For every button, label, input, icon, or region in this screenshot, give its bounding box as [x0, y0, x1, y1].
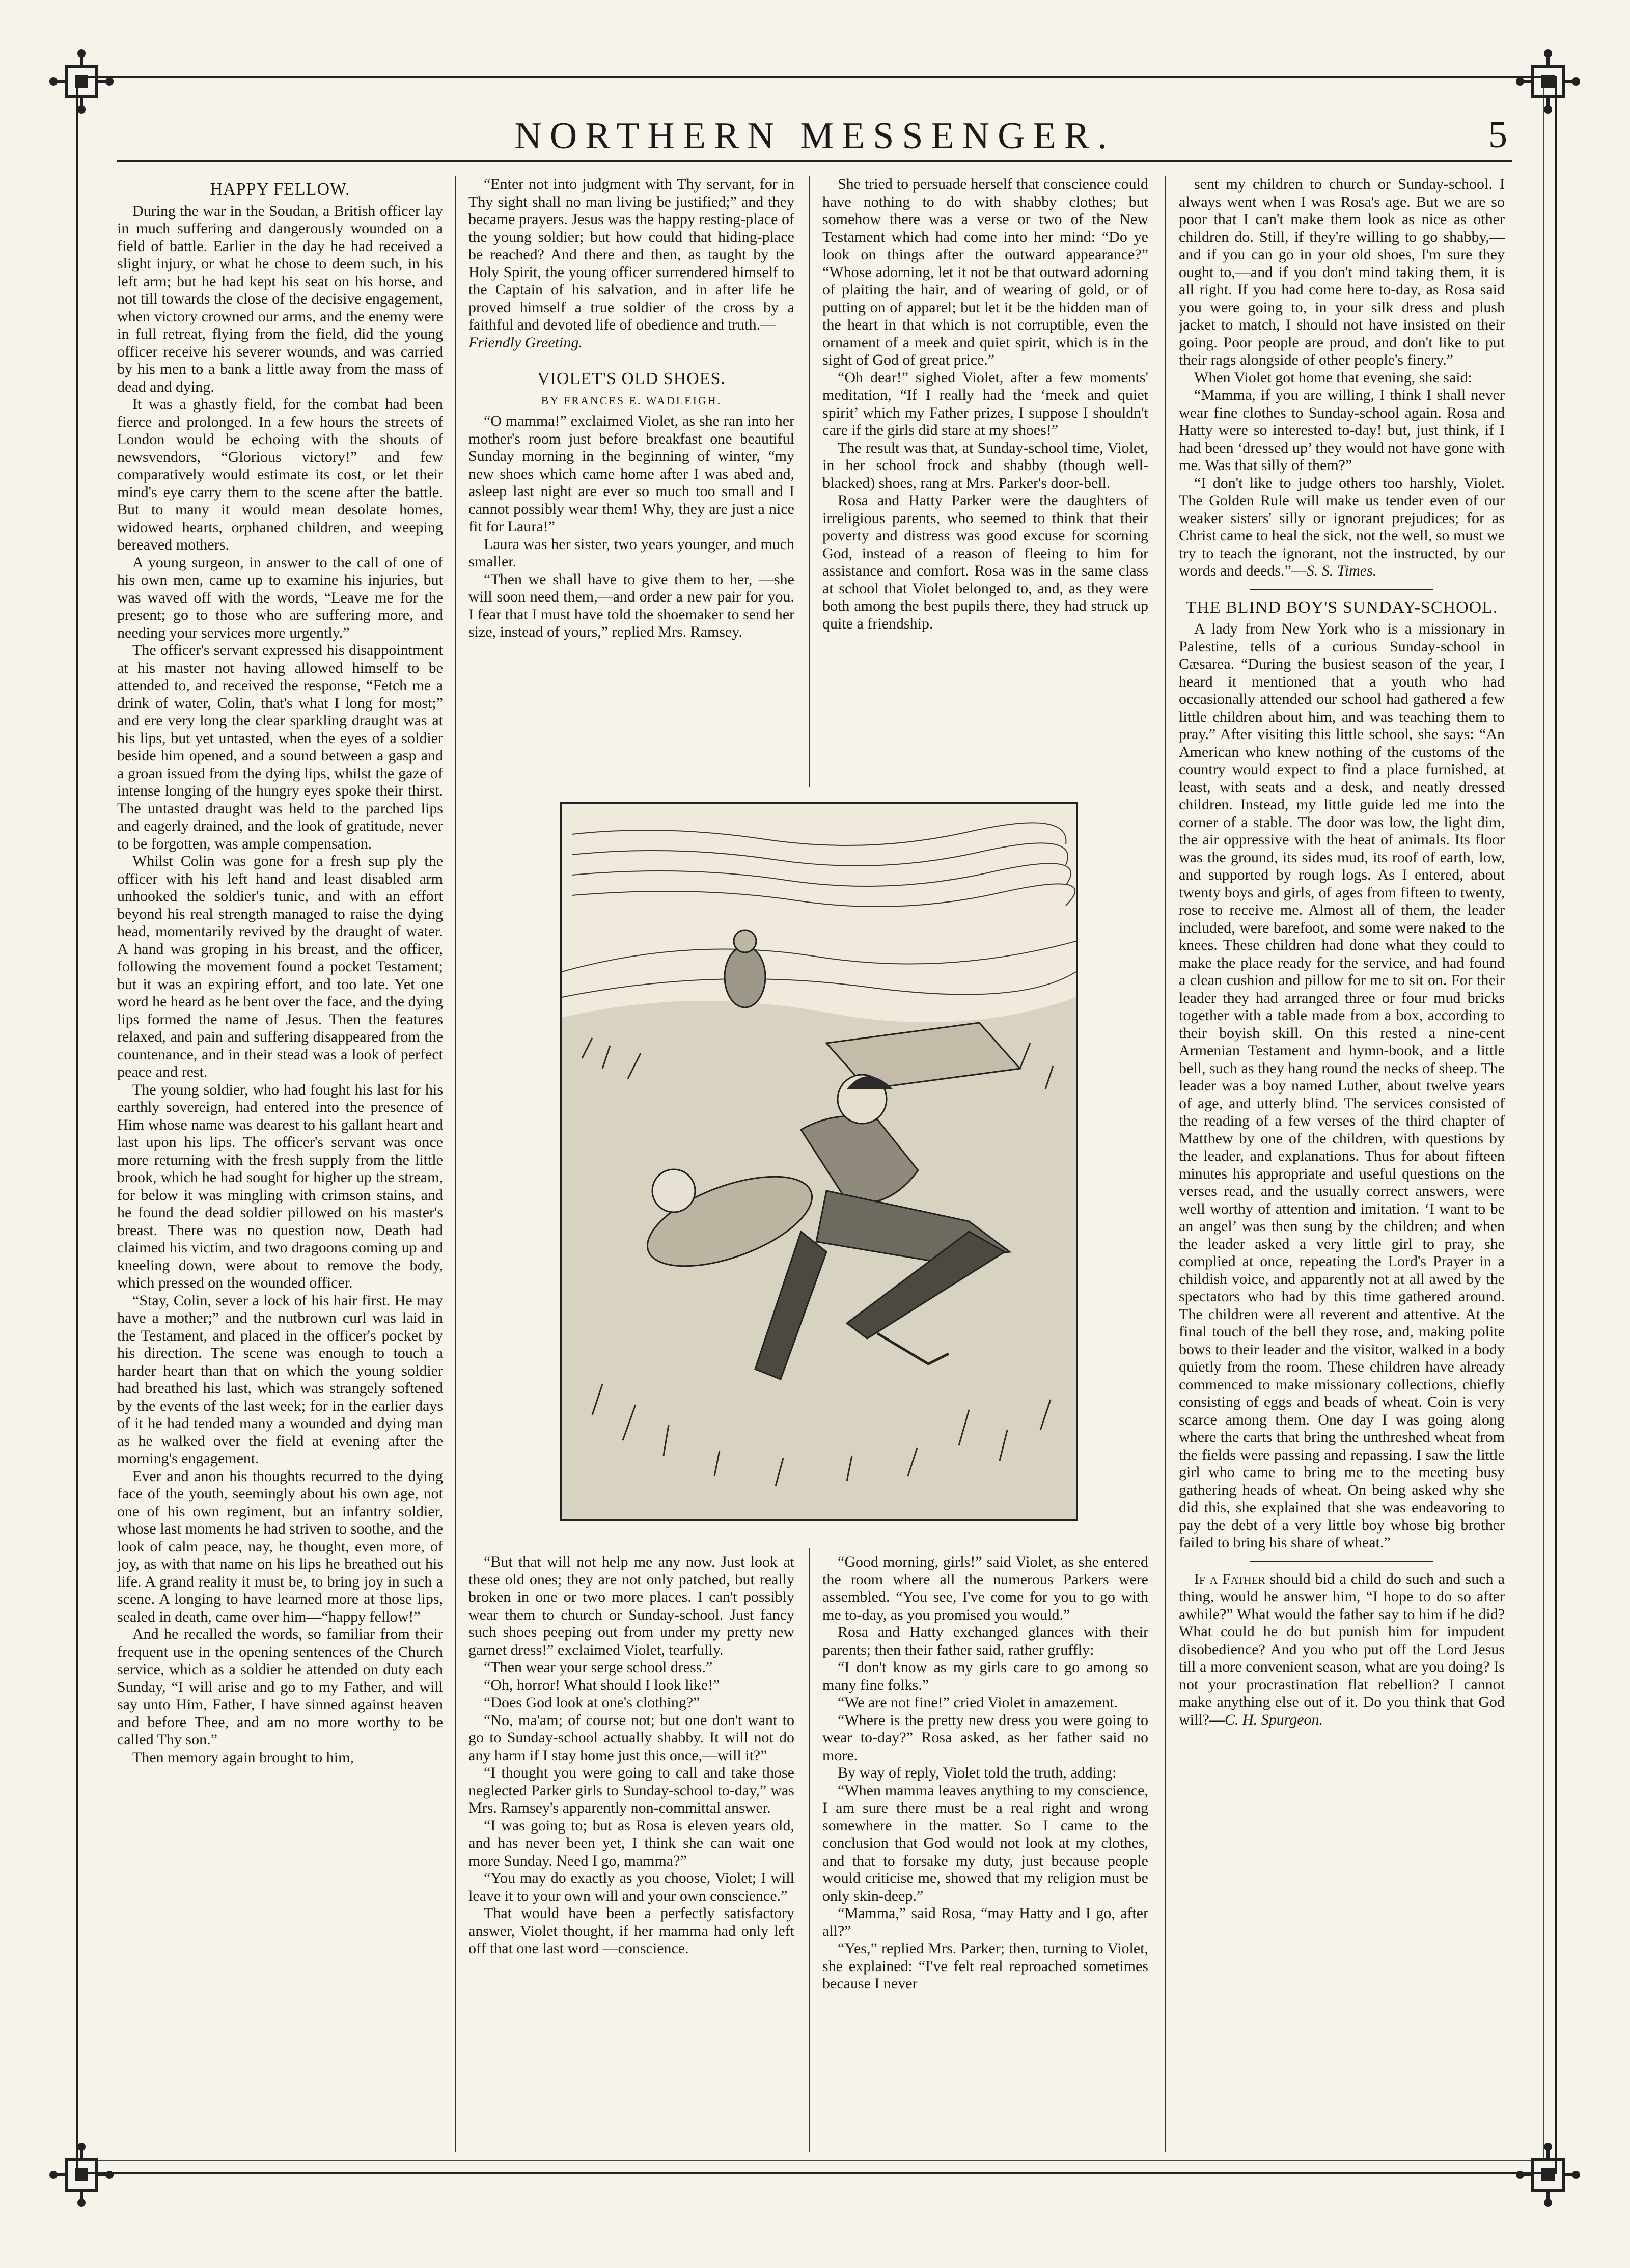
paragraph: “Stay, Colin, sever a lock of his hair first. He may have a mother;” and the nutbrown curl was laid in the Testament, and placed in the officer's pocket by his direction. The scene was enough to touch a harder heart than that on which the young soldier had breathed his last, which was strangely softened by the events of the last week; for in the earlier days of it he had tended many a wounded and dying man as he walked over the field at evening after the morning's engagement. [117, 1292, 443, 1467]
paragraph: By way of reply, Violet told the truth, adding: [838, 1764, 1117, 1781]
article-source: C. H. Spurgeon. [1225, 1711, 1323, 1728]
paragraph: The young soldier, who had fought his last for his earthly sovereign, had entered into the presence of Him whose name was dearest to his gallant heart and last upon his lips. The officer's servant was once more returning with the fresh supply from the little brook, which he had sought for higher up the stream, for below it was mingling with crimson stains, and he found the dead soldier pillowed on his master's breast. There was no question now, Death had claimed his victim, and two dragoons coming up and kneeling down, were about to remove the body, which pressed on the wounded officer. [117, 1081, 443, 1291]
paragraph: “No, ma'am; of course not; but one don't want to go to Sunday-school actually shabby. It will not do any harm if I stay home just this once,—will it?” [468, 1711, 794, 1764]
article-heading: THE BLIND BOY'S SUNDAY-SCHOOL. [1185, 597, 1498, 617]
paragraph: “Then wear your serge school dress.” [484, 1659, 713, 1676]
paragraph: That would have been a perfectly satisfactory answer, Violet thought, if her mamma had only left off that one last word —conscience. [468, 1905, 794, 1957]
publication-title: NORTHERN MESSENGER. [514, 115, 1115, 157]
paragraph: “We are not fine!” cried Violet in amazement. [838, 1694, 1118, 1711]
article-source: Friendly Greeting. [468, 334, 583, 351]
paragraph: “Good morning, girls!” said Violet, as she entered the room where all the numerous Parkers were assembled. “You see, I've come for you to go with me to-day, as you promised you would.” [822, 1553, 1148, 1623]
corner-ornament-icon [48, 2142, 115, 2208]
article-heading: HAPPY FELLOW. [210, 180, 350, 199]
paragraph: “Mamma,” said Rosa, “may Hatty and I go, after all?” [822, 1905, 1148, 1939]
column-3-bottom [822, 1553, 1148, 2157]
paragraph: The result was that, at Sunday-school time, Violet, in her school frock and shabby (though well-blacked) shoes, rang at Mrs. Parker's door-bell. [822, 439, 1148, 491]
paragraph: “Mamma, if you are willing, I think I shall never wear fine clothes to Sunday-school again. Rosa and Hatty were so interested to-day! but, just think, if I had been ‘dressed up’ they would not have gone with me. Was that silly of them?” [1179, 387, 1505, 474]
paragraph: sent my children to church or Sunday-school. I always went when I was Rosa's age. But we are so poor that I can't make them look as nice as other children do. Still, if they're willing to go shabby,—and if you can go in your old shoes, I'm sure they ought to,—and if you don't mind taking them, it is all right. If you had come here to-day, as Rosa said you were going to, in your silk dress and plush jacket to match, I should not have insisted on their going. Poor people are proud, and don't like to put their rags alongside of other people's finery.” [1179, 176, 1505, 368]
masthead [117, 104, 1512, 162]
corner-ornament-icon [48, 48, 115, 115]
paragraph: “O mamma!” exclaimed Violet, as she ran into her mother's room just before breakfast one beautiful Sunday morning in the beginning of winter, “my new shoes which came home after I was abed and, asleep last night are ever so much too small and I cannot possibly wear them! Why, they are just a nice fit for Laura!” [468, 413, 794, 535]
paragraph: “Oh, horror! What should I look like!” [484, 1676, 720, 1693]
paragraph: A lady from New York who is a missionary in Palestine, tells of a curious Sunday-school in Cæsarea. “During the busiest season of the year, I heard it mentioned that a youth who had occasionally attended our school had gathered a few little children about him, and was teaching them to pray.” After visiting this little school, she says: “An American who knew nothing of the customs of the country would expect to find a place furnished, at least, with seats and a desk, and neatly dressed children. Instead, my little guide led me into the corner of a stable. The door was low, the light dim, the air oppressive with the heat of animals. Its floor was the ground, its sides mud, its roof of earth, low, and supported by rough logs. As I entered, about twenty boys and girls, of ages from fifteen to twenty, rose to receive me. Almost all of them, the leader included, were barefoot, and some were naked to the knees. These children had done what they could to make the place ready for the service, and had found a clean cushion and pillow for me to sit on. For their leader they had arranged three or four mud bricks together with a table made from a box, according to their boyish skill. On this rested a nine-cent Armenian Testament and hymn-book, and a little bell, such as they hang round the necks of sheep. The leader was a boy named Luther, about twelve years of age, and utterly blind. The services consisted of the reading of a few verses of the third chapter of Matthew by one of the children, with questions by the leader, and explanations. Thus for about fifteen minutes his appropriate and useful questions on the verses read, and the usually correct answers, were well worthy of attention and imitation. ‘I want to be an angel’ was then sung by the children; and when the leader asked a very little girl to pray, she complied at once, repeating the Lord's Prayer in a childish voice, and apparently not at all awed by the spectators who had by this time gathered around. The children were all reverent and attentive. At the final touch of the bell they rose, and, making polite bows to their leader and the visitor, walked in a body quietly from the room. These children have already commenced to make missionary collections, chiefly consisting of eggs and beads of wheat. Coin is very scarce among them. One day I was going along where the carts that bring the unthreshed wheat from the fields were passing and repassing. I saw the little girl who came to bring me to the meeting busy gathering heads of wheat. On being asked why she did this, she explained that she was endeavoring to pay the debt of a very little boy whose big brother failed to bring his share of wheat.” [1179, 620, 1505, 1551]
paragraph: And he recalled the words, so familiar from their frequent use in the opening sentences of the Church service, which as a soldier he attended on duty each Sunday, “I will arise and go to my Father, and will say unto Him, Father, I have sinned against heaven and before Thee, and am no more worthy to be called Thy son.” [117, 1626, 443, 1748]
paragraph: “Yes,” replied Mrs. Parker; then, turning to Violet, she explained: “I've felt real reproached sometimes because I never [822, 1940, 1148, 1992]
paragraph: Rosa and Hatty Parker were the daughters of irreligious parents, who seemed to think that their poverty and distress was good excuse for scorning God, instead of a reason of fleeing to him for assistance and comfort. Rosa was in the same class at school that Violet belonged to, and, as they were both among the best pupils there, they had struck up quite a friendship. [822, 492, 1148, 632]
paragraph: “Where is the pretty new dress you were going to wear to-day?” Rosa asked, as her father said no more. [822, 1711, 1148, 1764]
paragraph: The officer's servant expressed his disappointment at his master not having allowed himself to be attended to, and received the response, “Fetch me a drink of water, Colin, that's what I long for most;” and ere very long the clear sparkling draught was at his lips, but yet untasted, when the eyes of a soldier beside him opened, and a sound between a gasp and a groan issued from the dying lips, whilst the gaze of intense longing of the hungry eyes spoke their thirst. The untasted draught was held to the parched lips and eagerly drained, and the look of gratitude, never to be forgotten, was ample compensation. [117, 642, 443, 852]
column-3-top [822, 176, 1148, 787]
section-divider [1250, 589, 1433, 590]
paragraph-text: “I don't like to judge others too harshly, Violet. The Golden Rule will make us tender even of our weaker sisters' silly or ignorant prejudices; for as Christ came to heal the sick, not the well, so must we try to teach the ignorant, not the instructed, by our words and deeds.”— [1179, 474, 1505, 579]
paragraph [1179, 1571, 1505, 1729]
section-divider [1250, 1561, 1433, 1562]
paragraph: She tried to persuade herself that conscience could have nothing to do with shabby clothes; but somehow there was a verse or two of the New Testament which had come into her mind: “Do ye look on things after the outward appearance?” “Whose adorning, let it not be that outward adorning of plaiting the hair, and of wearing of gold, or of putting on of apparel; but let it be the hidden man of the heart in that which is not corruptible, even the ornament of a meek and quiet spirit, which is in the sight of God of great price.” [822, 176, 1148, 368]
paragraph: “Enter not into judgment with Thy servant, for in Thy sight shall no man living be justified;” and they became prayers. Jesus was the happy resting-place of the young soldier; but how could that hiding-place be reached? And there and then, as taught by the Holy Spirit, the young officer surrendered himself to the Captain of his salvation, and in after life he proved himself a true soldier of the cross by a faithful and devoted life of obedience and truth.— [468, 176, 794, 333]
paragraph: “Does God look at one's clothing?” [484, 1694, 700, 1711]
paragraph: Rosa and Hatty exchanged glances with their parents; then their father said, rather gruffly: [822, 1624, 1148, 1658]
illustration-wounded-officer [560, 802, 1078, 1521]
paragraph: During the war in the Soudan, a British officer lay in much suffering and dangerously wounded on a field of battle. Earlier in the day he had received a slight injury, or what he chose to deem such, in his left arm; but he had kept his seat on his horse, and not till towards the close of the decisive engagement, when victory crowned our arms, and the enemy were in full retreat, flying from the field, did the young officer receive his severer wounds, and was carried by his men to a bank a little away from the mass of dead and dying. [117, 202, 443, 395]
corner-ornament-icon [1515, 48, 1581, 115]
paragraph: Then memory again brought to him, [132, 1748, 354, 1766]
paragraph: “But that will not help me any now. Just look at these old ones; they are not only patched, but really broken in one or two more places. I can't possibly wear them to church or Sunday-school. Just fancy such shoes peeping out from under my pretty new garnet dress!” exclaimed Violet, tearfully. [468, 1553, 794, 1658]
paragraph: “Oh dear!” sighed Violet, after a few moments' meditation, “If I really had the ‘meek and quiet spirit’ which my Father prizes, I suppose I shouldn't care if the girls did stare at my shoes!” [822, 369, 1148, 439]
column-2-bottom [468, 1553, 794, 2157]
column-4 [1179, 176, 1505, 2157]
paragraph: “When mamma leaves anything to my conscience, I am sure there must be a real right and wrong somewhere in the matter. So I came to the conclusion that God would not look at my clothes, and that to forsake my duty, just because people would criticise me, showed that my religion must be only skin-deep.” [822, 1782, 1148, 1904]
column-2-top [468, 176, 794, 787]
lead-in: If a Father [1194, 1570, 1265, 1588]
column-rule [1165, 176, 1166, 2152]
page-number: 5 [1488, 114, 1507, 156]
paragraph: Ever and anon his thoughts recurred to the dying face of the youth, seemingly about his own age, not one of his own regiment, but an infantry soldier, whose last moments he had striven to soothe, and the look of calm peace, nay, he thought, even more, of joy, as with that name on his lips he breathed out his life. A grand reality it must be, to bring joy in such a scene. A longing to have learned more at those lips, sealed in death, came over him—“happy fellow!” [117, 1467, 443, 1625]
column-rule [809, 176, 810, 787]
paragraph: Whilst Colin was gone for a fresh sup ply the officer with his left hand and least disabled arm unhooked the soldier's tunic, and with an effort beyond his real strength managed to raise the dying head, momentarily revived by the draught of water. A hand was groping in his breast, and the officer, following the movement found a pocket Testament; but it was an expiring effort, and too late. Yet one word he heard as he bent over the face, and the dying lips formed the name of Jesus. Then the features relaxed, and pain and suffering disappeared from the countenance, and in their stead was a look of perfect peace and rest. [117, 853, 443, 1080]
paragraph: “I thought you were going to call and take those neglected Parker girls to Sunday-school to-day,” was Mrs. Ramsey's apparently non-committal answer. [468, 1764, 794, 1816]
paragraph: When Violet got home that evening, she said: [1194, 369, 1472, 386]
paragraph: “Then we shall have to give them to her, —she will soon need them,—and order a new pair for you. I fear that I must have told the shoemaker to send her size, instead of yours,” replied Mrs. Ramsey. [468, 570, 794, 640]
corner-ornament-icon [1515, 2142, 1581, 2208]
article-heading: VIOLET'S OLD SHOES. [537, 369, 726, 388]
paragraph: “You may do exactly as you choose, Violet; I will leave it to your own will and your own conscience.” [468, 1870, 794, 1904]
paragraph: It was a ghastly field, for the combat had been fierce and prolonged. In a few hours the streets of London would be echoing with the shouts of newsvendors, “Glorious victory!” and few comparatively would estimate its cost, or let their mind's eye carry them to the scene after the battle. But to many it would mean desolate homes, widowed hearts, orphaned children, and weeping bereaved mothers. [117, 396, 443, 553]
engraving-image [562, 804, 1076, 1519]
article-source: S. S. Times. [1306, 562, 1377, 579]
paragraph: “I don't know as my girls care to go among so many fine folks.” [822, 1659, 1148, 1693]
column-rule [455, 176, 456, 2152]
paragraph: “I was going to; but as Rosa is eleven years old, and has never been yet, I think she can wait one more Sunday. Need I go, mamma?” [468, 1817, 794, 1869]
column-rule [809, 1548, 810, 2152]
column-1 [117, 176, 443, 2157]
paragraph-text: should bid a child do such and such a thing, would he answer him, “I hope to do so after awhile?” What would the father say to him if he did? What could he do but punish him for impudent disobedience? And you who put off the Lord Jesus till a more convenient season, what are you doing? Is not your procrastination flat rebellion? I cannot make anything else out of it. Do you think that God will?— [1179, 1570, 1505, 1728]
paragraph [1179, 475, 1505, 580]
paragraph: A young surgeon, in answer to the call of one of his own men, came up to examine his injuries, but was waved off with the words, “Leave me for the present; go to those who are suffering more, and needing your services more urgently.” [117, 554, 443, 641]
paragraph: Laura was her sister, two years younger, and much smaller. [468, 535, 794, 570]
article-byline: BY FRANCES E. WADLEIGH. [541, 394, 722, 407]
